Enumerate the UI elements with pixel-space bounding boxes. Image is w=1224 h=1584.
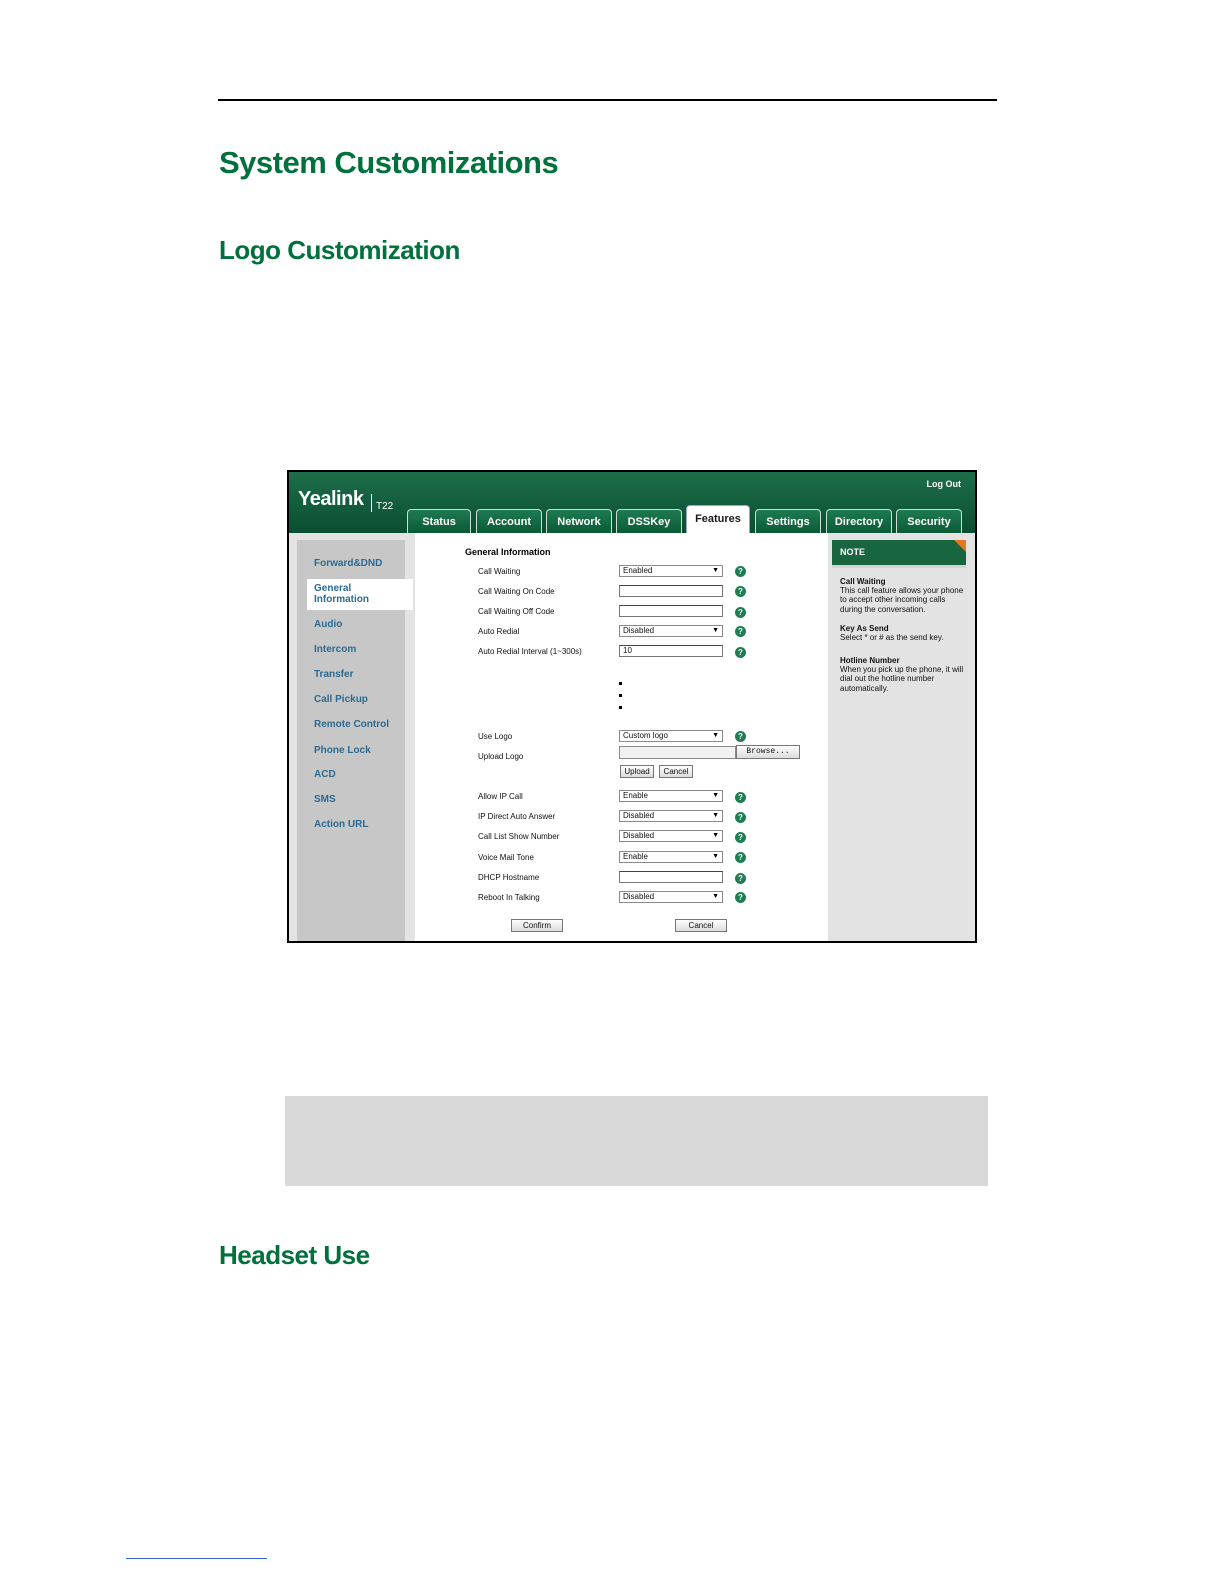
ip-direct-auto-answer-select[interactable]	[619, 810, 723, 822]
footer-link-underline	[126, 1558, 267, 1559]
section-title-headset-use: Headset Use	[219, 1240, 370, 1270]
call-waiting-label: Call Waiting	[478, 567, 521, 576]
tab-settings[interactable]: Settings	[755, 509, 821, 533]
help-icon[interactable]: ?	[735, 892, 746, 903]
allow-ip-call-label: Allow IP Call	[478, 792, 523, 801]
dropdown-arrow-icon: ▼	[712, 832, 719, 839]
dropdown-arrow-icon: ▼	[712, 853, 719, 860]
call-list-show-number-label: Call List Show Number	[478, 832, 560, 841]
tab-dsskey[interactable]: DSSKey	[616, 509, 682, 533]
browse-button[interactable]: Browse...	[736, 745, 800, 759]
sidebar-item-action-url[interactable]: Action URL	[314, 819, 369, 830]
tab-directory[interactable]: Directory	[826, 509, 892, 533]
sidebar-item-intercom[interactable]: Intercom	[314, 644, 357, 655]
note-title-call-waiting: Call Waiting	[840, 577, 886, 586]
help-icon[interactable]: ?	[735, 731, 746, 742]
ellipsis-dot	[619, 682, 622, 685]
help-icon[interactable]: ?	[735, 647, 746, 658]
select-value: Custom logo	[623, 731, 668, 740]
call-waiting-select[interactable]	[619, 565, 723, 577]
note-box	[285, 1096, 988, 1186]
call-waiting-off-code-input[interactable]	[619, 605, 723, 617]
use-logo-select[interactable]	[619, 730, 723, 742]
web-ui-header	[289, 472, 975, 533]
yealink-logo: Yealink	[298, 488, 364, 510]
web-ui-body	[289, 533, 975, 941]
dropdown-arrow-icon: ▼	[712, 792, 719, 799]
note-text-call-waiting: This call feature allows your phone to accept other incoming calls during the conversation.	[840, 586, 964, 614]
sidebar-item-label: General	[314, 583, 352, 594]
help-icon[interactable]: ?	[735, 873, 746, 884]
ellipsis-dot	[619, 706, 622, 709]
call-list-show-number-select[interactable]	[619, 830, 723, 842]
select-value: Disabled	[623, 811, 655, 820]
web-ui-screenshot	[287, 470, 977, 943]
sidebar-item-acd[interactable]: ACD	[314, 769, 336, 780]
sidebar-item-transfer[interactable]: Transfer	[314, 669, 354, 680]
logout-link[interactable]: Log Out	[926, 479, 961, 489]
dropdown-arrow-icon: ▼	[712, 893, 719, 900]
ellipsis-dot	[619, 694, 622, 697]
note-title-key-as-send: Key As Send	[840, 624, 889, 633]
sidebar-item-remote-control[interactable]: Remote Control	[314, 719, 389, 730]
note-content	[832, 568, 966, 941]
note-corner-decoration	[954, 540, 966, 552]
call-waiting-on-code-label: Call Waiting On Code	[478, 587, 555, 596]
voice-mail-tone-label: Voice Mail Tone	[478, 853, 534, 862]
help-icon[interactable]: ?	[735, 586, 746, 597]
upload-button[interactable]: Upload	[620, 765, 654, 778]
help-icon[interactable]: ?	[735, 812, 746, 823]
ip-direct-auto-answer-label: IP Direct Auto Answer	[478, 812, 556, 821]
upload-cancel-button[interactable]: Cancel	[659, 765, 693, 778]
sidebar-item-phone-lock[interactable]: Phone Lock	[314, 745, 371, 756]
header-rule	[218, 99, 997, 101]
allow-ip-call-select[interactable]	[619, 790, 723, 802]
reboot-in-talking-label: Reboot In Talking	[478, 893, 540, 902]
dropdown-arrow-icon: ▼	[712, 812, 719, 819]
sidebar-item-call-pickup[interactable]: Call Pickup	[314, 694, 368, 705]
select-value: Disabled	[623, 626, 655, 635]
help-icon[interactable]: ?	[735, 626, 746, 637]
dropdown-arrow-icon: ▼	[712, 567, 719, 574]
logo-separator	[371, 494, 372, 512]
sidebar-item-audio[interactable]: Audio	[314, 619, 343, 630]
use-logo-label: Use Logo	[478, 732, 513, 741]
note-text-key-as-send: Select * or # as the send key.	[840, 633, 944, 642]
note-header: NOTE	[832, 540, 966, 565]
help-icon[interactable]: ?	[735, 792, 746, 803]
select-value: Disabled	[623, 892, 655, 901]
voice-mail-tone-select[interactable]	[619, 851, 723, 863]
note-panel	[832, 540, 966, 941]
settings-form	[415, 533, 828, 941]
upload-logo-label: Upload Logo	[478, 752, 524, 761]
call-waiting-off-code-label: Call Waiting Off Code	[478, 607, 555, 616]
tab-network[interactable]: Network	[546, 509, 612, 533]
upload-logo-file-input[interactable]	[619, 746, 736, 759]
select-value: Enable	[623, 791, 648, 800]
sidebar-item-general-information[interactable]	[314, 583, 369, 605]
select-value: Disabled	[623, 831, 655, 840]
help-icon[interactable]: ?	[735, 832, 746, 843]
reboot-in-talking-select[interactable]	[619, 891, 723, 903]
auto-redial-interval-label: Auto Redial Interval (1~300s)	[478, 647, 582, 656]
tab-security[interactable]: Security	[896, 509, 962, 533]
tab-status[interactable]: Status	[407, 509, 471, 533]
sidebar-item-sms[interactable]: SMS	[314, 794, 336, 805]
help-icon[interactable]: ?	[735, 607, 746, 618]
form-section-title: General Information	[465, 547, 551, 557]
select-value: Enable	[623, 852, 648, 861]
auto-redial-label: Auto Redial	[478, 627, 520, 636]
section-title-logo-customization: Logo Customization	[219, 235, 460, 265]
help-icon[interactable]: ?	[735, 852, 746, 863]
dropdown-arrow-icon: ▼	[712, 627, 719, 634]
sidebar-item-label: Information	[314, 594, 369, 605]
note-title-hotline-number: Hotline Number	[840, 656, 900, 665]
chapter-title: System Customizations	[219, 145, 559, 180]
sidebar	[297, 540, 405, 941]
confirm-button[interactable]: Confirm	[511, 919, 563, 932]
dhcp-hostname-input[interactable]	[619, 871, 723, 883]
tab-features[interactable]: Features	[686, 505, 750, 533]
call-waiting-on-code-input[interactable]	[619, 585, 723, 597]
auto-redial-interval-input[interactable]: 10	[619, 645, 723, 657]
sidebar-item-forward-dnd[interactable]: Forward&DND	[314, 558, 383, 569]
auto-redial-select[interactable]	[619, 625, 723, 637]
select-value: Enabled	[623, 566, 653, 575]
dropdown-arrow-icon: ▼	[712, 732, 719, 739]
dhcp-hostname-label: DHCP Hostname	[478, 873, 540, 882]
cancel-button[interactable]: Cancel	[675, 919, 727, 932]
help-icon[interactable]: ?	[735, 566, 746, 577]
note-text-hotline-number: When you pick up the phone, it will dial out the hotline number automatically.	[840, 665, 964, 693]
model-label: T22	[376, 501, 394, 512]
tab-account[interactable]: Account	[476, 509, 542, 533]
